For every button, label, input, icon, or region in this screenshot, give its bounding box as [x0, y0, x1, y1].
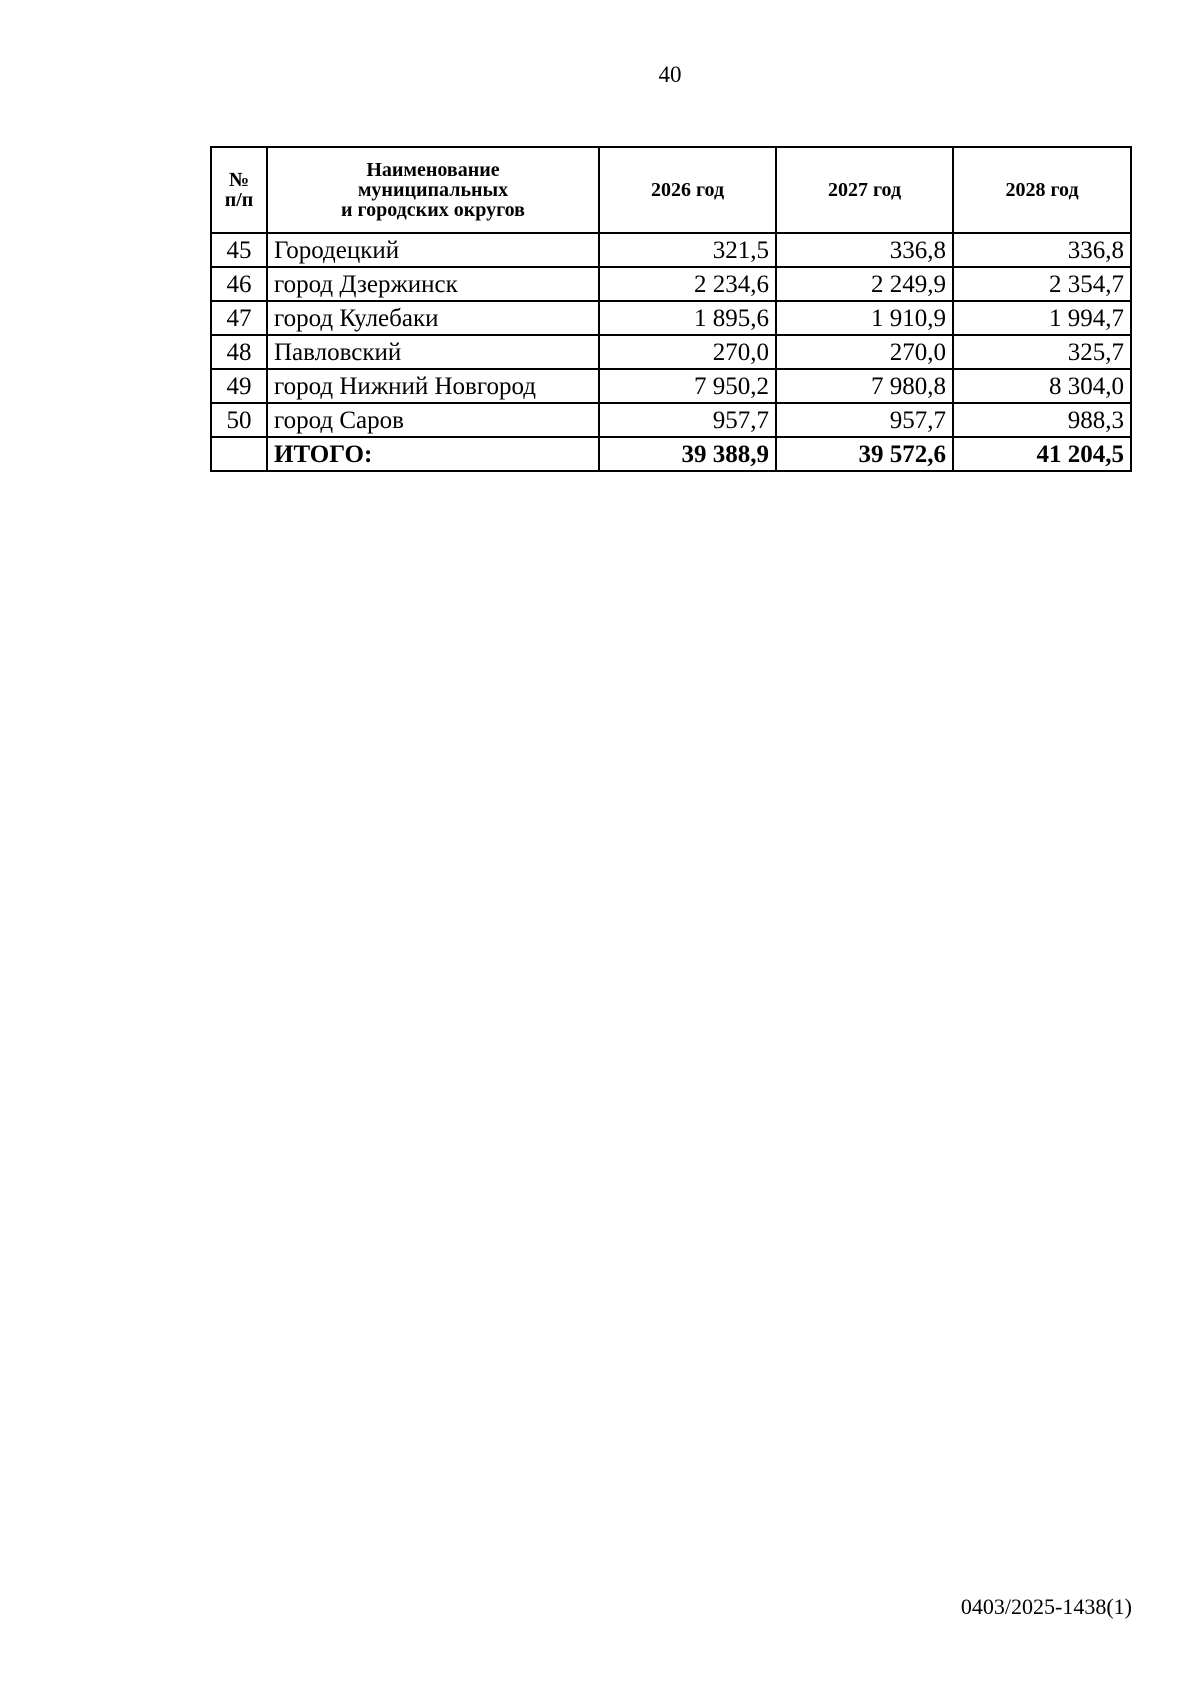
row-value-2028: 2 354,7: [953, 267, 1131, 301]
header-name: [267, 147, 599, 233]
row-num: 46: [211, 267, 267, 301]
total-label: ИТОГО:: [267, 437, 599, 471]
row-value-2028: 1 994,7: [953, 301, 1131, 335]
row-value-2028: 336,8: [953, 233, 1131, 267]
row-value-2027: 957,7: [776, 403, 953, 437]
row-value-2026: 957,7: [599, 403, 776, 437]
row-name: Павловский: [267, 335, 599, 369]
row-value-2028: 8 304,0: [953, 369, 1131, 403]
row-name: город Нижний Новгород: [267, 369, 599, 403]
row-value-2027: 1 910,9: [776, 301, 953, 335]
total-row: [211, 437, 1131, 471]
document-code: 0403/2025-1438(1): [960, 1594, 1132, 1619]
row-value-2026: 7 950,2: [599, 369, 776, 403]
page-number: 40: [658, 62, 682, 87]
row-value-2027: 336,8: [776, 233, 953, 267]
table-row: [211, 369, 1131, 403]
header-name-line3: и городских округов: [341, 199, 525, 221]
table-row: [211, 267, 1131, 301]
total-value-2027: 39 572,6: [776, 437, 953, 471]
row-name: Городецкий: [267, 233, 599, 267]
row-num: 49: [211, 369, 267, 403]
header-2028: 2028 год: [953, 147, 1131, 233]
row-value-2026: 1 895,6: [599, 301, 776, 335]
table-row: [211, 301, 1131, 335]
header-name-line1: Наименование: [366, 159, 500, 181]
row-value-2028: 988,3: [953, 403, 1131, 437]
table-row: [211, 335, 1131, 369]
table-header-row: [211, 147, 1131, 233]
total-value-2028: 41 204,5: [953, 437, 1131, 471]
row-value-2027: 270,0: [776, 335, 953, 369]
header-num-line2: п/п: [224, 189, 254, 211]
row-num: 48: [211, 335, 267, 369]
row-value-2028: 325,7: [953, 335, 1131, 369]
row-name: город Кулебаки: [267, 301, 599, 335]
row-num: 45: [211, 233, 267, 267]
header-name-line2: муниципальных: [357, 179, 509, 201]
table-row: [211, 233, 1131, 267]
row-value-2026: 2 234,6: [599, 267, 776, 301]
header-num: [211, 147, 267, 233]
row-name: город Дзержинск: [267, 267, 599, 301]
header-2026: 2026 год: [599, 147, 776, 233]
total-value-2026: 39 388,9: [599, 437, 776, 471]
row-value-2027: 2 249,9: [776, 267, 953, 301]
total-num-cell: [211, 437, 267, 471]
row-value-2026: 321,5: [599, 233, 776, 267]
row-num: 50: [211, 403, 267, 437]
row-num: 47: [211, 301, 267, 335]
row-value-2026: 270,0: [599, 335, 776, 369]
row-name: город Саров: [267, 403, 599, 437]
header-2027: 2027 год: [776, 147, 953, 233]
row-value-2027: 7 980,8: [776, 369, 953, 403]
header-num-line1: №: [228, 169, 250, 191]
budget-table: [210, 146, 1132, 472]
table-row: [211, 403, 1131, 437]
